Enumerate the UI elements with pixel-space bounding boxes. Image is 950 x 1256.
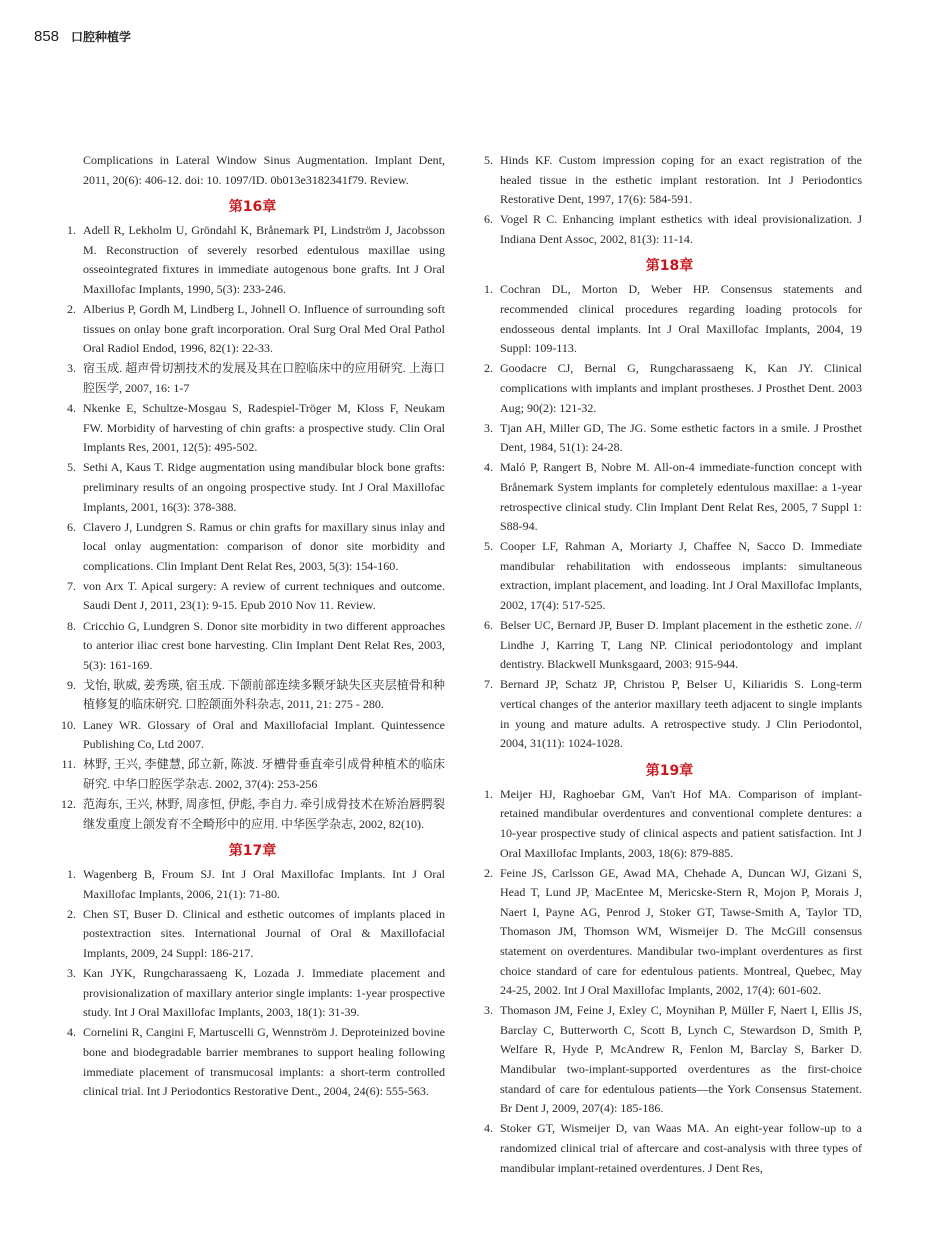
reference-number: 9.	[67, 677, 76, 692]
reference-item	[60, 518, 445, 577]
reference-item	[477, 1001, 862, 1119]
reference-number: 7.	[484, 677, 493, 692]
reference-number: 12.	[61, 796, 76, 811]
reference-item	[477, 537, 862, 615]
reference-text: Alberius P, Gordh M, Lindberg L, Johnell O. Influence of surrounding soft tissues on onlay bone graft incorporation. Oral Surg Oral Med Oral Pathol Oral Radiol Endod, 1996, 82(1): 22-33.	[83, 302, 445, 356]
reference-text: Cornelini R, Cangini F, Martuscelli G, Wennström J. Deproteinized bovine bone and biodegradable barrier membranes to support healing following immediate placement of transmucosal implants: a short-term controlled clinical trial. Int J Periodontics Restorative Dent., 2004, 24(6): 555-563.	[83, 1025, 445, 1099]
reference-text: Sethi A, Kaus T. Ridge augmentation using mandibular block bone grafts: preliminary results of an ongoing prospective study. Int J Oral Maxillofac Implants, 2001, 16(3): 378-388.	[83, 460, 445, 514]
reference-text: Adell R, Lekholm U, Gröndahl K, Brånemark PI, Lindström J, Jacobsson M. Reconstruction of severely resorbed edentulous maxillae using osseointegrated fixtures in immediate autogenous bone grafts. Int J Oral Maxillofac Implants, 1990, 5(3): 233-246.	[83, 223, 445, 296]
reference-number: 1.	[67, 867, 76, 882]
reference-item	[60, 716, 445, 755]
chapter-heading: 第18章	[645, 258, 694, 275]
reference-text: Feine JS, Carlsson GE, Awad MA, Chehade A, Duncan WJ, Gizani S, Head T, Lund JP, MacEntee M, Mericske-Stern R, Mojon P, Morais J, Naert I, Payne AG, Penrod J, Stoker GT, Tawse-Smith A, Taylor TD, Thomason JM, Thomson WM, Wismeijer D. The McGill consensus statement on overdentures. Mandibular two-implant overdentures as first choice standard of care for edentulous patients. Montreal, Quebec, May 24-25, 2002. Int J Oral Maxillofac Implants, 2002, 17(4): 601-602.	[500, 865, 862, 998]
reference-number: 7.	[67, 578, 76, 593]
reference-text: Laney WR. Glossary of Oral and Maxillofacial Implant. Quintessence Publishing Co, Ltd 2007.	[83, 717, 445, 752]
reference-text: Clavero J, Lundgren S. Ramus or chin grafts for maxillary sinus inlay and local onlay augmentation: comparison of donor site morbidity and complications. Clin Implant Dent Relat Res, 2003, 5(3): 154-160.	[83, 519, 445, 573]
reference-item	[60, 1023, 445, 1101]
page-header	[34, 28, 131, 45]
reference-item	[477, 458, 862, 536]
reference-text: 范海东, 王兴, 林野, 周彦恒, 伊彪, 李自力. 牵引成骨技术在矫治唇腭裂继发重度上颌发育不全畸形中的应用. 中华医学杂志, 2002, 82(10).	[83, 796, 445, 831]
reference-number: 3.	[484, 420, 493, 435]
page-number: 858	[34, 28, 60, 45]
reference-number: 11.	[61, 757, 76, 772]
reference-item	[60, 865, 445, 904]
reference-text: Nkenke E, Schultze-Mosgau S, Radespiel-Tröger M, Kloss F, Neukam FW. Morbidity of harvesting of chin grafts: a prospective study. Clin Oral Implants Res, 2001, 12(5): 495-502.	[83, 401, 445, 455]
reference-item	[60, 221, 445, 299]
reference-number: 5.	[67, 460, 76, 475]
reference-text: 宿玉成. 超声骨切割技术的发展及其在口腔临床中的应用研究. 上海口腔医学, 2007, 16: 1-7	[83, 361, 445, 395]
reference-number: 2.	[67, 906, 76, 921]
reference-text: Wagenberg B, Froum SJ. Int J Oral Maxillofac Implants. Int J Oral Maxillofac Implants, 2006, 21(1): 71-80.	[83, 867, 445, 901]
reference-number: 2.	[484, 865, 493, 880]
chapter-heading: 第19章	[645, 762, 694, 779]
reference-text: Belser UC, Bernard JP, Buser D. Implant placement in the esthetic zone. // Lindhe J, Karring T, Lang NP. Clinical periodontology and implant dentistry. Blackwell Munksgaard, 2003: 915-944.	[500, 618, 862, 672]
reference-number: 4.	[484, 460, 493, 475]
reference-text: Bernard JP, Schatz JP, Christou P, Belser U, Kiliaridis S. Long-term vertical changes of the anterior maxillary teeth adjacent to single implants in young and mature adults. A retrospective study. J Clin Periodontol, 2004, 31(11): 1024-1028.	[500, 677, 862, 751]
reference-number: 8.	[67, 618, 76, 633]
reference-item	[477, 419, 862, 458]
reference-text: Cooper LF, Rahman A, Moriarty J, Chaffee N, Sacco D. Immediate mandibular rehabilitation with endosseous implants: simultaneous extraction, implant placement, and loading. Int J Oral Maxillofac Implants, 2002, 17(4): 517-525.	[500, 539, 862, 612]
chapter-heading: 第16章	[228, 199, 277, 216]
reference-text: von Arx T. Apical surgery: A review of current techniques and outcome. Saudi Dent J, 2011, 23(1): 9-15. Epub 2010 Nov 11. Review.	[83, 578, 445, 613]
reference-item	[477, 210, 862, 249]
reference-number: 4.	[67, 1025, 76, 1040]
reference-number: 3.	[484, 1003, 493, 1018]
reference-text: Hinds KF. Custom impression coping for an exact registration of the healed tissue in the esthetic implant restoration. Int J Periodontics Restorative Dent, 1997, 17(6): 584-591.	[500, 153, 862, 207]
running-title: 口腔种植学	[71, 30, 132, 44]
reference-text: Cricchio G, Lundgren S. Donor site morbidity in two different approaches to anterior iliac crest bone harvesting. Clin Implant Dent Relat Res, 2003, 5(3): 161-169.	[83, 618, 445, 672]
reference-item	[60, 676, 445, 715]
reference-item	[477, 280, 862, 358]
reference-text: Goodacre CJ, Bernal G, Rungcharassaeng K, Kan JY. Clinical complications with implants and implant prostheses. J Prosthet Dent. 2003 Aug; 90(2): 121-32.	[500, 361, 862, 415]
reference-list	[477, 280, 862, 753]
reference-text: Kan JYK, Rungcharassaeng K, Lozada J. Immediate placement and provisionalization of maxillary anterior single implants: 1-year prospective study. Int J Oral Maxillofac Implants, 2003, 18(1): 31-39.	[83, 966, 445, 1020]
reference-number: 6.	[484, 618, 493, 633]
reference-item	[60, 964, 445, 1023]
reference-text: Thomason JM, Feine J, Exley C, Moynihan P, Müller F, Naert I, Ellis JS, Barclay C, Butterworth C, Scott B, Lynch C, Stewardson D, Smith P, Welfare R, Hyde P, McAndrew R, Fenlon M, Barclay S, Barker D. Mandibular two-implant-supported overdentures as the first-choice standard of care for edentulous patients—the York Consensus Statement. Br Dent J, 2009, 207(4): 185-186.	[500, 1003, 862, 1116]
reference-text: Cochran DL, Morton D, Weber HP. Consensus statements and recommended clinical procedures regarding loading protocols for endosseous dental implants. Int J Oral Maxillofac Implants, 2004, 19 Suppl: 109-113.	[500, 282, 862, 356]
chapter-heading: 第17章	[228, 843, 277, 860]
reference-item	[60, 458, 445, 517]
reference-item	[477, 151, 862, 210]
reference-text: Vogel R C. Enhancing implant esthetics with ideal provisionalization. J Indiana Dent Assoc, 2002, 81(3): 11-14.	[500, 212, 862, 246]
reference-item	[477, 785, 862, 863]
reference-text: 林野, 王兴, 李健慧, 邱立新, 陈波. 牙槽骨垂直牵引成骨种植术的临床研究. 中华口腔医学杂志. 2002, 37(4): 253-256	[83, 757, 445, 791]
reference-number: 2.	[484, 361, 493, 376]
reference-number: 2.	[67, 302, 76, 317]
continuation-paragraph: Complications in Lateral Window Sinus Augmentation. Implant Dent, 2011, 20(6): 406-12. doi: 10. 1097/ID. 0b013e3182341f79. Review.	[83, 153, 445, 187]
reference-number: 6.	[67, 519, 76, 534]
reference-number: 1.	[67, 223, 76, 238]
reference-number: 6.	[484, 212, 493, 227]
reference-number: 3.	[67, 966, 76, 981]
reference-text: 戈怡, 耿威, 姜秀瑛, 宿玉成. 下颌前部连续多颗牙缺失区夹层植骨和种植修复的临床研究. 口腔颌面外科杂志, 2011, 21: 275 - 280.	[83, 677, 445, 712]
reference-item	[60, 399, 445, 458]
reference-item	[477, 864, 862, 1001]
reference-number: 3.	[67, 361, 76, 376]
reference-item	[60, 795, 445, 834]
reference-item	[60, 300, 445, 359]
reference-item	[60, 905, 445, 964]
reference-number: 4.	[67, 401, 76, 416]
reference-text: Tjan AH, Miller GD, The JG. Some esthetic factors in a smile. J Prosthet Dent, 1984, 51(1): 24-28.	[500, 420, 862, 455]
reference-item	[60, 577, 445, 616]
reference-text: Maló P, Rangert B, Nobre M. All-on-4 immediate-function concept with Brånemark System implants for completely edentulous maxillae: a 1-year retrospective clinical study. Clin Implant Dent Relat Res, 2005, 7 Suppl 1: S88-94.	[500, 460, 862, 534]
reference-item	[477, 675, 862, 753]
reference-number: 1.	[484, 282, 493, 297]
reference-number: 1.	[484, 786, 493, 801]
reference-number: 10.	[61, 717, 76, 732]
reference-number: 4.	[484, 1121, 493, 1136]
reference-text: Meijer HJ, Raghoebar GM, Van't Hof MA. Comparison of implant-retained mandibular overdentures and conventional complete dentures: a 10-year prospective study of clinical aspects and patient satisfaction. Int J Oral Maxillofac Implants, 2003, 18(6): 879-885.	[500, 786, 862, 860]
reference-number: 5.	[484, 153, 493, 167]
reference-item	[60, 617, 445, 676]
reference-item	[60, 755, 445, 794]
reference-item	[477, 616, 862, 675]
left-column	[60, 151, 445, 1102]
reference-list	[477, 151, 862, 249]
reference-number: 5.	[484, 539, 493, 554]
right-column	[477, 151, 862, 1179]
reference-item	[477, 359, 862, 418]
reference-text: Stoker GT, Wismeijer D, van Waas MA. An eight-year follow-up to a randomized clinical trial of aftercare and cost-analysis with three types of mandibular implant-retained overdentures. J Dent Res,	[500, 1121, 862, 1175]
reference-list	[477, 785, 862, 1178]
reference-list	[60, 221, 445, 834]
reference-text: Chen ST, Buser D. Clinical and esthetic outcomes of implants placed in postextraction sites. International Journal of Oral & Maxillofacial Implants, 2009, 24 Suppl: 186-217.	[83, 906, 445, 960]
reference-list	[60, 865, 445, 1102]
reference-item	[477, 1119, 862, 1178]
reference-item	[60, 359, 445, 398]
